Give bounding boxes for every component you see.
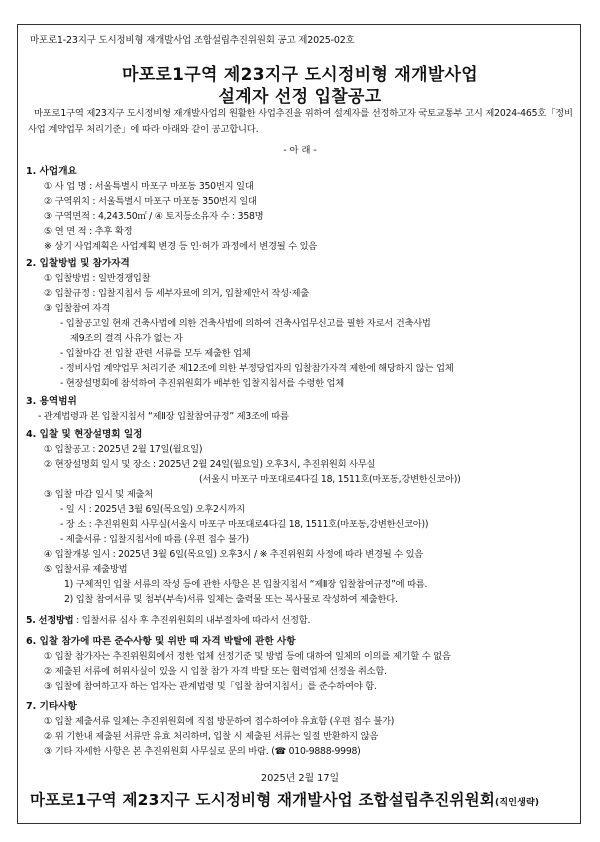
section-6-line: ① 입찰 참가자는 추진위원회에서 정한 업체 선정기준 및 방법 등에 대하여 일체의 이의를 제기할 수 없음 xyxy=(44,651,451,662)
section-7-heading: 7. 기타사항 xyxy=(26,701,77,712)
section-1-note: ※ 상기 사업계획은 사업계획 변경 등 인·허가 과정에서 변경될 수 있음 xyxy=(44,241,318,252)
section-5-heading: 5. 선정방법 xyxy=(26,615,74,626)
section-4-line: - 일 시 : 2025년 3월 6일(목요일) 오후2시까지 xyxy=(60,504,245,515)
section-2-line: - 정비사업 계약업무 처리기준 제12조에 의한 부정당업자의 입찰참가자격 제한에 해당하지 않는 업체 xyxy=(60,363,454,374)
section-6-heading: 6. 입찰 참가에 따른 준수사항 및 위반 때 자격 박탈에 관한 사항 xyxy=(26,636,296,647)
section-1-line: ② 구역위치 : 서울특별시 마포구 마포동 350번지 일대 xyxy=(44,196,257,207)
section-1-line: ③ 구역면적 : 4,243.50㎡ / ④ 토지등소유자 수 : 358명 xyxy=(44,211,264,222)
below-marker: - 아 래 - xyxy=(283,145,317,156)
section-3-heading: 3. 용역범위 xyxy=(26,396,77,407)
seal-note: (직인생략) xyxy=(495,798,540,808)
section-4-line: 2) 입찰 참여서류 및 첨부(부속)서류 일체는 출력물 또는 복사물로 작성하여 제출한다. xyxy=(64,594,398,605)
section-2-line: 제9조의 결격 사유가 없는 자 xyxy=(70,333,183,344)
section-4-line: - 제출서류 : 입찰지침서에 따름 (우편 접수 불가) xyxy=(60,534,249,545)
section-5-text: : 입찰서류 심사 후 추진위원회의 내부절차에 따라서 선정함. xyxy=(73,615,311,626)
notice-date: 2025년 2월 17일 xyxy=(260,773,340,784)
section-2-heading: 2. 입찰방법 및 참가자격 xyxy=(26,258,130,269)
section-6-line: ③ 입찰에 참여하고자 하는 업자는 관계법령 및「입찰 참여지침서」를 준수하여야 함. xyxy=(44,681,377,692)
section-3-line: - 관계법령과 본 입찰지침서 “제Ⅱ장 입찰참여규정” 제3조에 따름 xyxy=(38,411,289,422)
section-5-row xyxy=(26,612,310,626)
intro-paragraph: 마포로1구역 제23지구 도시정비형 재개발사업의 원활한 사업추진을 위하여 설계자를 선정하고자 국토교통부 고시 제2024-465호「정비사업 계약업무 처리기준」에 따라 아래와 같이 공고합니다. xyxy=(28,108,573,135)
section-4-line: ① 입찰공고 : 2025년 2월 17일(월요일) xyxy=(44,444,203,455)
section-4-line: ④ 입찰개봉 일시 : 2025년 3월 6일(목요일) 오후3시 / ※ 추진위원회 사정에 따라 변경될 수 있음 xyxy=(44,549,424,560)
section-4-heading: 4. 입찰 및 현장설명회 일정 xyxy=(26,429,143,440)
section-7-line: ③ 기타 자세한 사항은 본 추진위원회 사무실로 문의 바람. (☎ 010-9888-9998) xyxy=(44,746,361,757)
section-6-line: ② 제출된 서류에 허위사실이 있을 시 입찰 참가 자격 박탈 또는 협력업체 선정을 취소함. xyxy=(44,666,387,677)
title-line-2: 설계자 선정 입찰공고 xyxy=(218,87,382,107)
section-2-line: - 입찰마감 전 입찰 관련 서류를 모두 제출한 업체 xyxy=(60,348,251,359)
section-4-line: ③ 입찰 마감 일시 및 제출처 xyxy=(44,489,153,500)
section-1-line: ⑤ 연 면 적 : 추후 확정 xyxy=(44,226,133,237)
section-4-line: 1) 구체적인 입찰 서류의 작성 등에 관한 사항은 본 입찰지침서 “제Ⅱ장 입찰참여규정”에 따름. xyxy=(64,579,428,590)
notice-number: 마포로1-23지구 도시정비형 재개발사업 조합설립추진위원회 공고 제2025-02호 xyxy=(30,35,355,46)
section-2-line: ② 입찰규정 : 입찰지침서 등 세부자료에 의거, 입찰제안서 작성·제출 xyxy=(44,288,310,299)
section-4-line: (서울시 마포구 마포대로4다길 18, 1511호(마포동,강변한신코아)) xyxy=(199,474,461,485)
section-4-line: ② 현장설명회 일시 및 장소 : 2025년 2월 24일(월요일) 오후3시, 추진위원회 사무실 xyxy=(44,459,376,470)
section-7-line: ① 입찰 제출서류 일체는 추진위원회에 직접 방문하여 접수하여야 유효함 (우편 접수 불가) xyxy=(44,716,395,727)
section-1-heading: 1. 사업개요 xyxy=(26,166,77,177)
section-4-line: ⑤ 입찰서류 제출방법 xyxy=(44,564,128,575)
section-2-line: ① 입찰방법 : 일반경쟁입찰 xyxy=(44,273,151,284)
section-7-line: ② 위 기한내 제출된 서류만 유효 처리하며, 입찰 시 제출된 서류는 일절 반환하지 않음 xyxy=(44,731,379,742)
section-1-line: ① 사 업 명 : 서울특별시 마포구 마포동 350번지 일대 xyxy=(44,181,254,192)
section-2-line: ③ 입찰참여 자격 xyxy=(44,303,110,314)
section-2-line: - 입찰공고일 현재 건축사법에 의한 건축사법에 의하여 건축사업무신고를 필한 자로서 건축사법 xyxy=(60,318,431,329)
section-4-line: - 장 소 : 추진위원회 사무실(서울시 마포구 마포대로4다길 18, 1511호(마포동,강변한신코아)) xyxy=(60,519,429,530)
committee-name: 마포로1구역 제23지구 도시정비형 재개발사업 조합설립추진위원회 xyxy=(30,791,496,809)
section-2-line: - 현장설명회에 참석하여 추진위원회가 배부한 입찰지침서를 수령한 업체 xyxy=(60,378,344,389)
signature-line xyxy=(30,788,539,810)
title-line-1: 마포로1구역 제23지구 도시정비형 재개발사업 xyxy=(121,65,479,85)
